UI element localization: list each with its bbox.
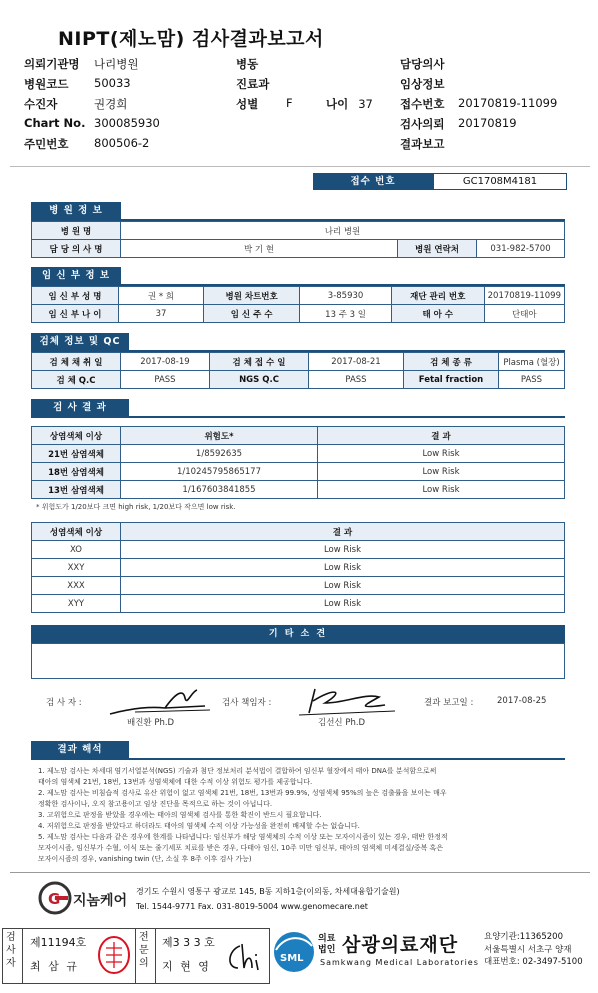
xyy-label: XYY	[32, 595, 121, 613]
doctor-name-value: 박 기 현	[121, 240, 398, 258]
xo-result: Low Risk	[121, 541, 565, 559]
specimen-type-label: 검 체 종 류	[404, 353, 499, 371]
interpretation-line: 1. 제노맘 검사는 차세대 염기서열분석(NGS) 기술과 첨단 정보처리 분석법이 결합하여 임신부 혈장에서 태아 DNA를 분석함으로써	[38, 767, 437, 775]
sex-chrom-result-header: 결 과	[121, 523, 565, 541]
org-name: 삼광의료재단	[342, 934, 459, 956]
trisomy-13-risk: 1/167603841855	[121, 481, 318, 499]
sex-chromosome-table	[31, 522, 565, 613]
tester-name: 배진환 Ph.D	[127, 718, 175, 728]
red-seal-icon	[96, 934, 132, 976]
header-mid	[236, 56, 293, 116]
age-value: 37	[358, 97, 373, 111]
interpretation-line: 4. 저위험으로 판정을 받았다고 하더라도 태아의 염색체 수적 이상 가능성을 완전히 배제할 수는 없습니다.	[38, 822, 360, 830]
report-date-label: 결과 보고일 :	[424, 698, 474, 708]
org-address: 서울특별시 서초구 양재	[484, 944, 572, 955]
ssn-value: 800506-2	[94, 136, 150, 150]
genomecare-logo-text: 지놈케어	[73, 893, 128, 909]
header-left	[24, 56, 160, 156]
checker-vertical-label: 전문의	[139, 932, 149, 969]
foundation-no-value: 20170819-11099	[484, 287, 564, 305]
autosomal-header: 상염색체 이상	[32, 427, 121, 445]
header-right	[400, 56, 558, 156]
responsible-signature	[295, 683, 405, 719]
table-row	[32, 445, 565, 463]
chart-no-value: 300085930	[94, 116, 160, 130]
company-address: 경기도 수원시 영통구 광교로 145, B동 지하1층(이의동, 차세대융합기술원)	[136, 887, 400, 896]
fetus-count-label: 태 아 수	[391, 305, 484, 323]
ngs-qc-label: NGS Q.C	[210, 371, 309, 389]
interpretation-line: 정확한 검사이나, 오직 참고용이고 임상 진단을 목적으로 하는 것이 아닙니다.	[38, 800, 273, 808]
accession-value: 20170819-11099	[458, 96, 558, 110]
stamp-divider	[155, 928, 156, 983]
trisomy-21-risk: 1/8592635	[121, 445, 318, 463]
patient-name-label: 임 신 부 성 명	[32, 287, 119, 305]
stamp-divider	[22, 928, 23, 983]
trisomy-21-result: Low Risk	[318, 445, 565, 463]
checker-license-no: 제3 3 3 호	[162, 936, 215, 949]
company-contact: Tel. 1544-9771 Fax. 031-8019-5004 www.genomecare.net	[136, 902, 368, 911]
patient-chart-value: 3-85930	[300, 287, 392, 305]
xo-label: XO	[32, 541, 121, 559]
patient-info-tab: 임 신 부 정 보	[31, 267, 121, 284]
fetal-fraction-label: Fetal fraction	[404, 371, 499, 389]
receive-date-value: 2017-08-21	[309, 353, 404, 371]
trisomy-18-result: Low Risk	[318, 463, 565, 481]
org-institution-code: 요양기관:11365200	[484, 932, 563, 942]
interpretation-tab: 결과 해석	[31, 741, 129, 758]
sex-value: F	[286, 96, 293, 110]
results-rule	[31, 416, 565, 418]
trisomy-18-risk: 1/10245795865177	[121, 463, 318, 481]
genomecare-logo-icon	[38, 881, 72, 915]
trisomy-18-label: 18번 삼염색체	[32, 463, 121, 481]
collect-date-value: 2017-08-19	[121, 353, 210, 371]
autosomal-table	[31, 426, 565, 499]
checker-signature	[222, 940, 262, 976]
sml-logo-text: SML	[280, 953, 304, 964]
checker-stamp-name: 지 현 영	[162, 960, 211, 973]
interpretation-line: 3. 고위험으로 판정을 받았을 경우에는 태아의 염색체 검사를 통한 확진이 반드시 필요합니다.	[38, 811, 322, 819]
fetal-fraction-value: PASS	[499, 371, 565, 389]
foundation-no-label: 재단 관리 번호	[391, 287, 484, 305]
table-row	[32, 463, 565, 481]
risk-header: 위험도*	[121, 427, 318, 445]
patient-label: 수진자	[24, 97, 58, 111]
report-title: NIPT(제노맘) 검사결과보고서	[58, 28, 324, 50]
interpretation-line: 모자이시즘의 경우, vanishing twin (단, 소실 후 8주 이후 검사 가능)	[38, 855, 252, 863]
fetus-count-value: 단태아	[484, 305, 564, 323]
xyy-result: Low Risk	[121, 595, 565, 613]
results-tab: 검 사 결 과	[31, 399, 129, 416]
age-field	[326, 96, 373, 112]
xxx-result: Low Risk	[121, 577, 565, 595]
sex-label: 성별	[236, 97, 259, 111]
form-top-rule	[10, 166, 590, 167]
department-label: 진료과	[236, 77, 270, 91]
hospital-info-table	[31, 221, 565, 258]
tester-license-no: 제11194호	[30, 936, 87, 949]
trisomy-13-result: Low Risk	[318, 481, 565, 499]
tester-label: 검 사 자 :	[46, 698, 82, 708]
hospital-value: 나리병원	[94, 57, 139, 71]
hospital-contact-label: 병원 연락처	[398, 240, 477, 258]
stamp-divider	[135, 928, 136, 983]
request-value: 20170819	[458, 116, 517, 130]
specimen-qc-label: 검 체 Q.C	[32, 371, 121, 389]
risk-footnote: * 위험도가 1/20보다 크면 high risk, 1/20보다 작으면 low risk.	[36, 503, 236, 511]
org-english-name: Samkwang Medical Laboratories	[320, 958, 479, 967]
table-row	[32, 541, 565, 559]
table-row	[32, 559, 565, 577]
doctor-label: 담당의사	[400, 57, 445, 71]
hospital-name-value: 나리 병원	[121, 222, 565, 240]
patient-value: 권경희	[94, 97, 128, 111]
other-comments-header: 기 타 소 견	[31, 625, 565, 643]
table-row	[32, 577, 565, 595]
hospital-info-tab: 병 원 정 보	[31, 202, 121, 219]
interpretation-text	[38, 766, 563, 865]
interpretation-line: 5. 제노맘 검사는 다음과 같은 경우에 한계를 나타냅니다: 임신부가 해당 염색체의 수적 이상 또는 모자이시즘이 있는 경우, 태반 한정적	[38, 833, 448, 841]
xxy-result: Low Risk	[121, 559, 565, 577]
doctor-name-label: 담 당 의 사 명	[32, 240, 121, 258]
gestation-label: 임 신 주 수	[204, 305, 300, 323]
clinical-label: 임상정보	[400, 77, 445, 91]
interpretation-line: 태아의 염색체 21번, 18번, 13번과 성염색체에 대한 수적 이상 위험도 평가를 제공합니다.	[38, 778, 313, 786]
tester-stamp-name: 최 삼 규	[30, 960, 79, 973]
specimen-info-table	[31, 352, 565, 389]
table-row	[32, 481, 565, 499]
accession-label: 접수번호	[400, 97, 445, 111]
specimen-type-value: Plasma (혈장)	[499, 353, 565, 371]
org-type: 의료 법인	[318, 934, 336, 955]
org-phone: 대표번호: 02-3497-5100	[484, 957, 583, 967]
report-date-value: 2017-08-25	[497, 696, 547, 706]
request-label: 검사의뢰	[400, 117, 445, 131]
xxy-label: XXY	[32, 559, 121, 577]
hospital-code-value: 50033	[94, 76, 131, 90]
gestation-value: 13 주 3 일	[300, 305, 392, 323]
org-info	[484, 931, 583, 969]
footer-rule	[10, 872, 590, 873]
svg-text:G: G	[48, 890, 61, 908]
hospital-label: 의뢰기관명	[24, 57, 80, 71]
ssn-label: 주민번호	[24, 137, 69, 151]
ngs-qc-value: PASS	[309, 371, 404, 389]
table-row	[32, 595, 565, 613]
interpretation-rule	[31, 758, 565, 760]
report-label: 결과보고	[400, 137, 445, 151]
receive-date-label: 검 체 접 수 일	[210, 353, 309, 371]
result-header: 결 과	[318, 427, 565, 445]
receipt-value: GC1708M4181	[433, 173, 567, 190]
tester-signature	[105, 684, 215, 718]
trisomy-21-label: 21번 삼염색체	[32, 445, 121, 463]
hospital-name-label: 병 원 명	[32, 222, 121, 240]
interpretation-line: 모자이시즘, 임신부가 수혈, 이식 또는 줄기세포 치료를 받은 경우, 다태아 임신, 10주 미만 임신부, 태아의 염색체 미세결실/중복 혹은	[38, 844, 444, 852]
xxx-label: XXX	[32, 577, 121, 595]
age-label: 나이	[326, 97, 349, 111]
responsible-name: 김선신 Ph.D	[318, 718, 366, 728]
patient-age-value: 37	[118, 305, 203, 323]
trisomy-13-label: 13번 삼염색체	[32, 481, 121, 499]
receipt-label: 접수 번호	[313, 173, 433, 190]
interpretation-line: 2. 제노맘 검사는 비침습적 검사로 유산 위험이 없고 염색체 21번, 18번, 13번과 99.9%, 성염색체 95%의 높은 검출률을 보이는 매우	[38, 789, 447, 797]
chart-no-label: Chart No.	[24, 116, 86, 130]
collect-date-label: 검 체 채 취 일	[32, 353, 121, 371]
specimen-qc-value: PASS	[121, 371, 210, 389]
tester-vertical-label: 검사자	[6, 932, 16, 969]
patient-age-label: 임 신 부 나 이	[32, 305, 119, 323]
patient-info-table	[31, 286, 565, 323]
hospital-code-label: 병원코드	[24, 77, 69, 91]
other-comments-box	[31, 643, 565, 679]
patient-chart-label: 병원 차트번호	[204, 287, 300, 305]
patient-name-value: 권 * 희	[118, 287, 203, 305]
ward-label: 병동	[236, 57, 259, 71]
sml-logo-icon	[272, 930, 316, 974]
hospital-contact-value: 031-982-5700	[477, 240, 565, 258]
responsible-label: 검사 책임자 :	[222, 698, 272, 708]
sex-chrom-header: 성염색체 이상	[32, 523, 121, 541]
specimen-info-tab: 검체 정보 및 QC	[31, 333, 129, 350]
